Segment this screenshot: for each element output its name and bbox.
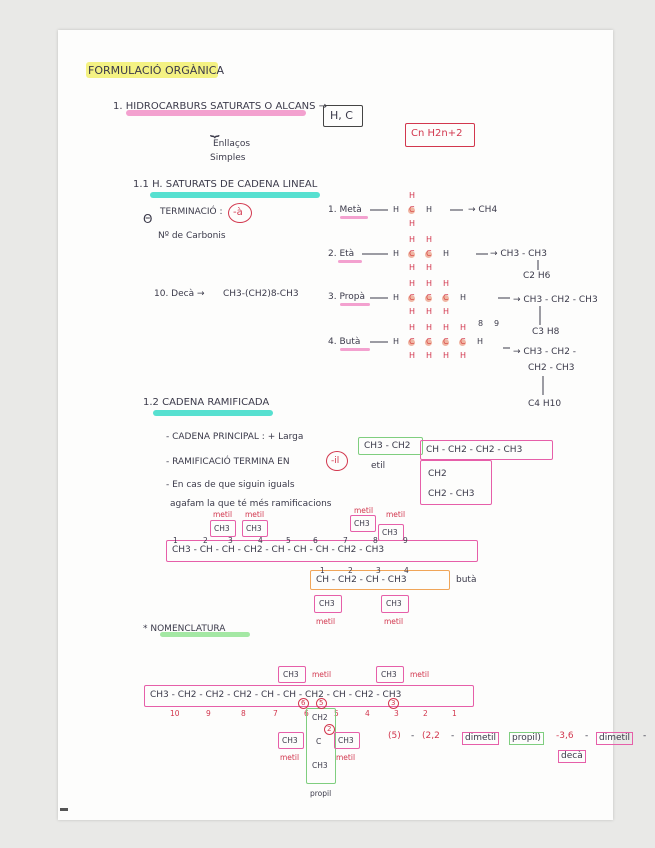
metil-4: metil xyxy=(386,510,406,519)
atom-h-bot-3-1: H xyxy=(426,351,433,360)
alkane-2-molecular: C2 H6 xyxy=(523,271,551,281)
nom-propil: propil xyxy=(310,789,332,798)
alkane-2-label: 2. Età xyxy=(328,249,355,259)
nom-ch2: CH2 xyxy=(312,713,328,722)
metil-6: metil xyxy=(384,617,404,626)
compound-name-part-5: propil) xyxy=(509,732,544,745)
carbon-number-8: 8 xyxy=(478,319,484,328)
branched-main-chain: CH3 - CH - CH - CH2 - CH - CH - CH - CH2 - CH3 xyxy=(172,545,385,555)
atom-h-bot-2-1: H xyxy=(426,307,433,316)
ch3-3: CH3 xyxy=(354,519,370,528)
buta-chain: CH - CH2 - CH - CH3 xyxy=(316,575,407,585)
compound-name xyxy=(388,731,647,772)
atom-c-0-0: C xyxy=(409,205,415,214)
atom-h-left-0: H xyxy=(393,205,400,214)
carbon-dot-2-0 xyxy=(408,295,415,302)
buta-number-3: 3 xyxy=(376,566,381,575)
carbon-dot-3-0 xyxy=(408,339,415,346)
page-edge-mark xyxy=(60,808,68,811)
atom-h-bot-1-0: H xyxy=(409,263,416,272)
atom-h-bot-2-2: H xyxy=(443,307,450,316)
example-ch2: CH2 xyxy=(428,469,447,479)
simples-label: Simples xyxy=(210,153,246,163)
compound-name-part-1: - xyxy=(411,731,415,741)
rule2-suffix: -il xyxy=(331,456,340,466)
nom-number-6: 6 xyxy=(304,709,309,718)
nom-main-chain: CH3 - CH2 - CH2 - CH2 - CH - CH - CH2 - CH - CH2 - CH3 xyxy=(150,690,402,700)
atom-h-bot-3-0: H xyxy=(409,351,416,360)
nom-circled-label-2: 2 xyxy=(327,725,332,733)
compound-name-part-10: decà xyxy=(558,750,586,763)
buta-number-2: 2 xyxy=(348,566,353,575)
alkane-2-formula: → CH3 - CH3 xyxy=(490,249,547,259)
nom-metil-right: metil xyxy=(336,753,356,762)
page-title: FORMULACIÓ ORGÀNICA xyxy=(88,64,224,77)
atom-h-right-3: H xyxy=(477,337,484,346)
section12-highlight xyxy=(153,410,273,416)
atom-c-3-2: C xyxy=(443,337,449,346)
nom-ch3-bottom: CH3 xyxy=(312,761,328,770)
rule-1: - CADENA PRINCIPAL : + Larga xyxy=(166,432,304,442)
atom-h-left-1: H xyxy=(393,249,400,258)
nom-number-7: 7 xyxy=(273,709,278,718)
elements-label: H, C xyxy=(330,109,353,122)
carbon-dot-3-3 xyxy=(459,339,466,346)
nom-c: C xyxy=(316,737,322,746)
nom-circled-3 xyxy=(388,698,399,709)
nom-ch3-left: CH3 xyxy=(282,736,298,745)
atom-h-top-3-3: H xyxy=(460,323,467,332)
atom-c-2-1: C xyxy=(426,293,432,302)
nom-circled-2 xyxy=(324,724,335,735)
atom-c-2-2: C xyxy=(443,293,449,302)
ch3-2: CH3 xyxy=(246,524,262,533)
notebook-page xyxy=(58,30,647,820)
nom-number-1: 1 xyxy=(452,709,457,718)
theta-label: Θ xyxy=(143,212,153,226)
example-etil: etil xyxy=(371,461,386,471)
atom-h-right-0: H xyxy=(426,205,433,214)
n-carbonis-label: Nº de Carbonis xyxy=(158,231,226,241)
general-formula: Cn H2n+2 xyxy=(411,128,463,139)
atom-c-3-0: C xyxy=(409,337,415,346)
atom-c-1-0: C xyxy=(409,249,415,258)
atom-h-top-2-0: H xyxy=(409,279,416,288)
atom-h-bot-0-0: H xyxy=(409,219,416,228)
compound-name-part-6: -3,6 xyxy=(556,731,574,741)
nom-metil-1: metil xyxy=(312,670,332,679)
terminacio-label: TERMINACIÓ : xyxy=(160,207,223,217)
alkane-4-formula: → CH3 - CH2 - xyxy=(513,347,577,357)
branched-number-7: 7 xyxy=(343,536,348,545)
nom-number-9: 9 xyxy=(206,709,211,718)
buta-number-4: 4 xyxy=(404,566,409,575)
carbon-number-9: 9 xyxy=(494,319,500,328)
atom-c-3-3: C xyxy=(460,337,466,346)
atom-h-top-0-0: H xyxy=(409,191,416,200)
alkane-1-formula: → CH4 xyxy=(468,205,498,215)
rule-3: - En cas de que siguin iguals xyxy=(166,480,295,490)
example-main: CH - CH2 - CH2 - CH3 xyxy=(426,445,523,455)
atom-h-top-3-1: H xyxy=(426,323,433,332)
compound-name-part-8: dimetil xyxy=(596,732,633,745)
nom-number-8: 8 xyxy=(241,709,246,718)
nom-circled-6 xyxy=(298,698,309,709)
nom-ch3-right: CH3 xyxy=(338,736,354,745)
compound-name-part-3: - xyxy=(451,731,455,741)
alkane-3-label: 3. Propà xyxy=(328,292,365,302)
branched-number-1: 1 xyxy=(173,536,178,545)
buta-number-1: 1 xyxy=(320,566,325,575)
compound-name-part-2: (2,2 xyxy=(422,731,440,741)
compound-name-part-9: - xyxy=(643,731,647,741)
atom-h-top-1-0: H xyxy=(409,235,416,244)
deca-label: 10. Decà → xyxy=(154,289,205,299)
branched-number-9: 9 xyxy=(403,536,408,545)
buta-label: butà xyxy=(456,575,477,585)
section1-heading: 1. HIDROCARBURS SATURATS O ALCANS → xyxy=(113,101,328,112)
atom-h-right-2: H xyxy=(460,293,467,302)
carbon-dot-3-2 xyxy=(442,339,449,346)
branched-number-3: 3 xyxy=(228,536,233,545)
branched-number-2: 2 xyxy=(203,536,208,545)
atom-h-top-2-1: H xyxy=(426,279,433,288)
brace-icon: ⏟ xyxy=(210,118,220,137)
carbon-dot-1-0 xyxy=(408,251,415,258)
carbon-dot-1-1 xyxy=(425,251,432,258)
nom-number-3: 3 xyxy=(394,709,399,718)
alkane-4-formula2: CH2 - CH3 xyxy=(528,363,575,373)
nom-ch3-1: CH3 xyxy=(283,670,299,679)
branched-number-6: 6 xyxy=(313,536,318,545)
nomenclatura-heading: * NOMENCLATURA xyxy=(143,624,226,634)
atom-c-1-1: C xyxy=(426,249,432,258)
example-ch2-ch3: CH2 - CH3 xyxy=(428,489,475,499)
branched-number-4: 4 xyxy=(258,536,263,545)
alkane-3-formula: → CH3 - CH2 - CH3 xyxy=(513,295,598,305)
atom-h-top-3-2: H xyxy=(443,323,450,332)
carbon-dot-0-0 xyxy=(408,207,415,214)
branched-number-8: 8 xyxy=(373,536,378,545)
atom-h-left-3: H xyxy=(393,337,400,346)
metil-5: metil xyxy=(316,617,336,626)
terminacio-suffix: -à xyxy=(233,207,243,218)
nom-ch3-2: CH3 xyxy=(381,670,397,679)
carbon-dot-2-2 xyxy=(442,295,449,302)
example-ch3-ch2: CH3 - CH2 xyxy=(364,441,411,451)
atom-c-2-0: C xyxy=(409,293,415,302)
nom-circled-label-3: 3 xyxy=(391,699,396,707)
atom-h-left-2: H xyxy=(393,293,400,302)
alkane-4-molecular: C4 H10 xyxy=(528,399,562,409)
example-lower-box xyxy=(420,460,492,505)
atom-h-bot-3-3: H xyxy=(460,351,467,360)
compound-name-part-4: dimetil xyxy=(462,732,499,745)
section12-heading: 1.2 CADENA RAMIFICADA xyxy=(143,397,270,408)
ch3-6: CH3 xyxy=(386,599,402,608)
nom-circled-label-5: 5 xyxy=(319,699,324,707)
ch3-5: CH3 xyxy=(319,599,335,608)
atom-h-top-2-2: H xyxy=(443,279,450,288)
nom-circled-label-6: 6 xyxy=(301,699,306,707)
alkane-4-label: 4. Butà xyxy=(328,337,361,347)
atom-h-top-3-0: H xyxy=(409,323,416,332)
nom-number-2: 2 xyxy=(423,709,428,718)
atom-c-3-1: C xyxy=(426,337,432,346)
compound-name-part-0: (5) xyxy=(388,731,401,741)
nom-metil-left: metil xyxy=(280,753,300,762)
rule-2: - RAMIFICACIÓ TERMINA EN xyxy=(166,457,290,467)
deca-formula: CH3-(CH2)8-CH3 xyxy=(223,289,299,299)
nom-number-4: 4 xyxy=(365,709,370,718)
carbon-dot-2-1 xyxy=(425,295,432,302)
carbon-dot-3-1 xyxy=(425,339,432,346)
atom-h-bot-2-0: H xyxy=(409,307,416,316)
enllacos-label: Enllaços xyxy=(213,139,251,149)
section11-heading: 1.1 H. SATURATS DE CADENA LINEAL xyxy=(133,179,318,190)
metil-3: metil xyxy=(354,506,374,515)
alkane-1-label: 1. Metà xyxy=(328,205,362,215)
rule-4: agafam la que té més ramificacions xyxy=(170,499,332,509)
atom-h-top-1-1: H xyxy=(426,235,433,244)
nom-number-10: 10 xyxy=(170,709,180,718)
metil-2: metil xyxy=(245,510,265,519)
nom-circled-5 xyxy=(316,698,327,709)
alkane-3-molecular: C3 H8 xyxy=(532,327,560,337)
nom-number-5: 5 xyxy=(334,709,339,718)
ch3-4: CH3 xyxy=(382,528,398,537)
atom-h-bot-1-1: H xyxy=(426,263,433,272)
metil-1: metil xyxy=(213,510,233,519)
compound-name-part-7: - xyxy=(585,731,589,741)
atom-h-right-1: H xyxy=(443,249,450,258)
branched-number-5: 5 xyxy=(286,536,291,545)
nom-metil-2: metil xyxy=(410,670,430,679)
ch3-1: CH3 xyxy=(214,524,230,533)
atom-h-bot-3-2: H xyxy=(443,351,450,360)
